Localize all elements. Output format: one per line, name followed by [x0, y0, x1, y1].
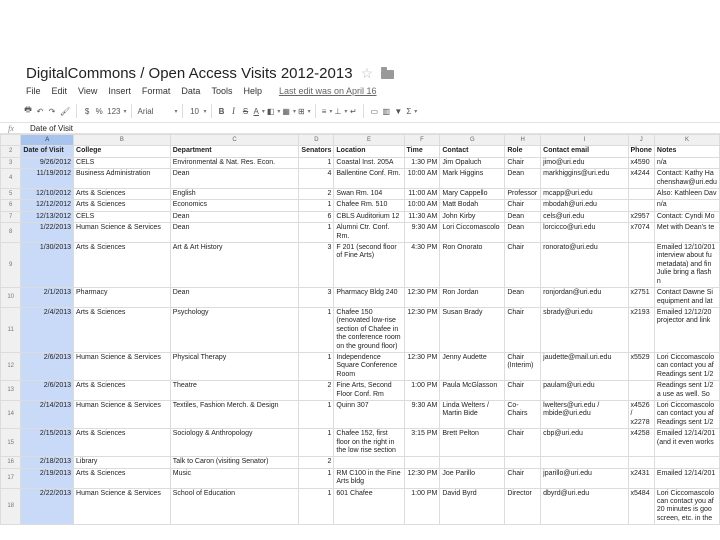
fill-color-icon[interactable]: ◧ ▾: [265, 104, 281, 118]
row-number[interactable]: 15: [1, 429, 21, 457]
header-cell[interactable]: Time: [404, 146, 440, 157]
cell[interactable]: English: [170, 189, 299, 200]
table-row: [1, 211, 720, 222]
cell[interactable]: Human Science & Services: [74, 400, 171, 428]
filter-icon[interactable]: ▼: [394, 106, 403, 116]
column-header-f[interactable]: F: [404, 135, 440, 146]
sheet-table: [0, 134, 720, 525]
cell[interactable]: Sociology & Anthropology: [170, 429, 299, 457]
cell[interactable]: 12/12/2012: [21, 200, 74, 211]
cell[interactable]: 2/4/2013: [21, 307, 74, 352]
cell[interactable]: cels@uri.edu: [541, 211, 628, 222]
cell[interactable]: 12:30 PM: [404, 468, 440, 488]
header-row: [1, 146, 720, 157]
row-number[interactable]: 14: [1, 400, 21, 428]
cell[interactable]: 2/15/2013: [21, 429, 74, 457]
cell[interactable]: School of Education: [170, 488, 299, 525]
cell[interactable]: 4:30 PM: [404, 243, 440, 288]
insert-chart-icon[interactable]: ▥: [382, 106, 391, 116]
cell[interactable]: Arts & Sciences: [74, 307, 171, 352]
cell[interactable]: Fine Arts, Second Floor Conf. Rm: [334, 381, 404, 401]
cell[interactable]: Chair: [505, 381, 541, 401]
cell[interactable]: n/a: [654, 157, 719, 168]
row-number[interactable]: 17: [1, 468, 21, 488]
cell[interactable]: Physical Therapy: [170, 352, 299, 380]
cell[interactable]: Lori Ciccomascolo: [440, 223, 505, 243]
last-edit-link[interactable]: Last edit was on April 16: [278, 86, 377, 96]
cell[interactable]: markhiggins@uri.edu: [541, 169, 628, 189]
cell[interactable]: 1/30/2013: [21, 243, 74, 288]
cell[interactable]: x5529: [628, 352, 654, 380]
star-icon[interactable]: ☆: [360, 64, 374, 81]
cell[interactable]: Ron Jordan: [440, 288, 505, 308]
cell[interactable]: Talk to Caron (visiting Senator): [170, 457, 299, 468]
cell[interactable]: sbrady@uri.edu: [541, 307, 628, 352]
row-number[interactable]: 2: [1, 146, 21, 157]
cell[interactable]: CBLS Auditorium 12: [334, 211, 404, 222]
paint-format-icon[interactable]: 🖌: [60, 106, 71, 116]
header-cell[interactable]: Notes: [654, 146, 719, 157]
cell[interactable]: ronjordan@uri.edu: [541, 288, 628, 308]
vertical-align-icon[interactable]: ⊥ ▾: [332, 104, 347, 118]
font-family-dropdown[interactable]: Arial ▾: [136, 104, 178, 118]
cell[interactable]: [628, 381, 654, 401]
cell[interactable]: x4244: [628, 169, 654, 189]
cell[interactable]: 1: [299, 223, 334, 243]
table-row: [1, 468, 720, 488]
cell[interactable]: [541, 457, 628, 468]
cell[interactable]: Theatre: [170, 381, 299, 401]
cell[interactable]: Chair (Interim): [505, 352, 541, 380]
column-header-d[interactable]: D: [299, 135, 334, 146]
cell[interactable]: Ballentine Conf. Rm.: [334, 169, 404, 189]
cell[interactable]: cbp@uri.edu: [541, 429, 628, 457]
cell[interactable]: [334, 457, 404, 468]
table-row: [1, 457, 720, 468]
cell[interactable]: Coastal Inst. 205A: [334, 157, 404, 168]
cell[interactable]: Emailed 12/10/201 interview about fu metadata) and fin Julie bring a flash n: [654, 243, 719, 288]
redo-icon[interactable]: ↷: [48, 106, 56, 116]
cell[interactable]: 3: [299, 243, 334, 288]
cell[interactable]: x7074: [628, 223, 654, 243]
cell[interactable]: Professor: [505, 189, 541, 200]
cell[interactable]: Music: [170, 468, 299, 488]
formula-bar: [0, 122, 720, 134]
cell[interactable]: [440, 457, 505, 468]
cell[interactable]: 1:00 PM: [404, 381, 440, 401]
cell[interactable]: 2/6/2013: [21, 352, 74, 380]
cell[interactable]: Readings sent 1/2 a use as well. So: [654, 381, 719, 401]
table-row: [1, 381, 720, 401]
menu-view[interactable]: View: [78, 86, 98, 96]
cell[interactable]: 11:00 AM: [404, 189, 440, 200]
cell[interactable]: Human Science & Services: [74, 352, 171, 380]
cell[interactable]: Chair: [505, 200, 541, 211]
table-row: [1, 352, 720, 380]
cell[interactable]: [628, 189, 654, 200]
cell[interactable]: CELS: [74, 211, 171, 222]
cell[interactable]: 1: [299, 307, 334, 352]
cell[interactable]: Chair: [505, 468, 541, 488]
cell[interactable]: Arts & Sciences: [74, 243, 171, 288]
cell[interactable]: [505, 457, 541, 468]
strikethrough-button[interactable]: S: [242, 106, 249, 116]
cell[interactable]: 12:30 PM: [404, 352, 440, 380]
cell[interactable]: Brett Pelton: [440, 429, 505, 457]
cell[interactable]: 1:30 PM: [404, 157, 440, 168]
cell[interactable]: Contact: Cyndi Mo: [654, 211, 719, 222]
cell[interactable]: Dean: [505, 288, 541, 308]
cell[interactable]: Pharmacy Bldg 240: [334, 288, 404, 308]
cell[interactable]: 10:00 AM: [404, 169, 440, 189]
cell[interactable]: lwelters@uri.edu / mbide@uri.edu: [541, 400, 628, 428]
cell[interactable]: 2/6/2013: [21, 381, 74, 401]
header-cell[interactable]: Contact: [440, 146, 505, 157]
cell[interactable]: Co-Chairs: [505, 400, 541, 428]
row-number[interactable]: 10: [1, 288, 21, 308]
cell[interactable]: 3: [299, 288, 334, 308]
column-header-j[interactable]: J: [628, 135, 654, 146]
cell[interactable]: Psychology: [170, 307, 299, 352]
cell[interactable]: Arts & Sciences: [74, 200, 171, 211]
cell[interactable]: Dean: [170, 169, 299, 189]
row-number[interactable]: 18: [1, 488, 21, 525]
borders-icon[interactable]: ▦ ▾: [280, 104, 296, 118]
cell[interactable]: Arts & Sciences: [74, 468, 171, 488]
cell[interactable]: 12:30 PM: [404, 288, 440, 308]
table-row: [1, 288, 720, 308]
column-header-h[interactable]: H: [505, 135, 541, 146]
column-header-g[interactable]: G: [440, 135, 505, 146]
cell[interactable]: jaudette@mail.uri.edu: [541, 352, 628, 380]
cell[interactable]: Contact Dawne Si equipment and lat: [654, 288, 719, 308]
table-row: [1, 189, 720, 200]
cell[interactable]: x4526 / x2278: [628, 400, 654, 428]
functions-button[interactable]: Σ ▾: [404, 104, 417, 118]
column-header-a[interactable]: A: [21, 135, 74, 146]
cell[interactable]: n/a: [654, 200, 719, 211]
number-format-dropdown[interactable]: 123 ▾: [105, 104, 126, 118]
formula-input[interactable]: Date of Visit: [30, 123, 73, 133]
cell[interactable]: 1/22/2013: [21, 223, 74, 243]
menu-file[interactable]: File: [26, 86, 41, 96]
cell[interactable]: 11:30 AM: [404, 211, 440, 222]
cell[interactable]: Human Science & Services: [74, 223, 171, 243]
cell[interactable]: 1: [299, 488, 334, 525]
cell[interactable]: x4590: [628, 157, 654, 168]
cell[interactable]: 2/1/2013: [21, 288, 74, 308]
cell[interactable]: Environmental & Nat. Res. Econ.: [170, 157, 299, 168]
cell[interactable]: Alumni Ctr. Conf. Rm.: [334, 223, 404, 243]
cell[interactable]: Lori Ciccomascolo can contact you af 20 minutes is goo screen, etc. in the: [654, 488, 719, 525]
cell[interactable]: F 201 (second floor of Fine Arts): [334, 243, 404, 288]
cell[interactable]: Chair: [505, 243, 541, 288]
currency-button[interactable]: $: [84, 106, 90, 116]
table-row: [1, 200, 720, 211]
toolbar-divider: [211, 104, 212, 118]
cell[interactable]: Lori Ciccomascolo can contact you af Readings sent 1/2: [654, 400, 719, 428]
cell[interactable]: 2: [299, 457, 334, 468]
column-header-k[interactable]: K: [654, 135, 719, 146]
cell[interactable]: 1: [299, 200, 334, 211]
cell[interactable]: [628, 457, 654, 468]
cell[interactable]: lorcicco@uri.edu: [541, 223, 628, 243]
cell[interactable]: Matt Bodah: [440, 200, 505, 211]
cell[interactable]: Dean: [170, 223, 299, 243]
cell[interactable]: Quinn 307: [334, 400, 404, 428]
cell[interactable]: Emailed 12/14/201 (and it even works: [654, 429, 719, 457]
cell[interactable]: Arts & Sciences: [74, 189, 171, 200]
table-row: [1, 223, 720, 243]
cell[interactable]: [628, 200, 654, 211]
row-number[interactable]: 8: [1, 223, 21, 243]
column-header-b[interactable]: B: [74, 135, 171, 146]
cell[interactable]: 2/14/2013: [21, 400, 74, 428]
header-cell[interactable]: College: [74, 146, 171, 157]
menu-edit[interactable]: Edit: [51, 86, 68, 96]
cell[interactable]: 10:00 AM: [404, 200, 440, 211]
cell[interactable]: Dean: [505, 169, 541, 189]
row-number[interactable]: 7: [1, 211, 21, 222]
menu-help[interactable]: Help: [243, 86, 262, 96]
cell[interactable]: 601 Chafee: [334, 488, 404, 525]
row-number[interactable]: 6: [1, 200, 21, 211]
cell[interactable]: 9/26/2012: [21, 157, 74, 168]
toolbar-divider: [76, 104, 77, 118]
cell[interactable]: 2: [299, 189, 334, 200]
cell[interactable]: Met with Dean's te: [654, 223, 719, 243]
header-cell[interactable]: Contact email: [541, 146, 628, 157]
cell[interactable]: Arts & Sciences: [74, 381, 171, 401]
table-row: [1, 157, 720, 168]
header-cell[interactable]: Senators: [299, 146, 334, 157]
header-cell[interactable]: Role: [505, 146, 541, 157]
fx-label: fx: [8, 123, 14, 133]
row-number[interactable]: 16: [1, 457, 21, 468]
cell[interactable]: Chair: [505, 429, 541, 457]
cell[interactable]: Linda Welters / Martin Bide: [440, 400, 505, 428]
cell[interactable]: 1:00 PM: [404, 488, 440, 525]
cell[interactable]: Independence Square Conference Room: [334, 352, 404, 380]
cell[interactable]: Chafee Rm. 510: [334, 200, 404, 211]
cell[interactable]: David Byrd: [440, 488, 505, 525]
cell[interactable]: Emailed 12/14/201: [654, 468, 719, 488]
cell[interactable]: Dean: [170, 288, 299, 308]
folder-icon[interactable]: [381, 70, 394, 79]
cell[interactable]: Chafee 152, first floor on the right in the low rise section: [334, 429, 404, 457]
cell[interactable]: Pharmacy: [74, 288, 171, 308]
cell[interactable]: Dean: [170, 211, 299, 222]
italic-button[interactable]: I: [232, 106, 236, 116]
toolbar: [22, 102, 720, 120]
table-row: [1, 169, 720, 189]
cell[interactable]: dbyrd@uri.edu: [541, 488, 628, 525]
percent-button[interactable]: %: [95, 106, 103, 116]
cell[interactable]: Susan Brady: [440, 307, 505, 352]
header-cell[interactable]: Department: [170, 146, 299, 157]
cell[interactable]: 6: [299, 211, 334, 222]
table-row: [1, 243, 720, 288]
cell[interactable]: RM C100 in the Fine Arts bldg: [334, 468, 404, 488]
table-row: [1, 488, 720, 525]
row-number[interactable]: 9: [1, 243, 21, 288]
cell[interactable]: John Kirby: [440, 211, 505, 222]
cell[interactable]: Library: [74, 457, 171, 468]
cell[interactable]: [404, 457, 440, 468]
cell[interactable]: Also: Kathleen Dav: [654, 189, 719, 200]
font-size-dropdown[interactable]: 10 ▾: [187, 104, 207, 118]
undo-icon[interactable]: ↶: [36, 106, 44, 116]
cell[interactable]: 9:30 AM: [404, 223, 440, 243]
merge-cells-icon[interactable]: ⊞ ▾: [296, 104, 311, 118]
cell[interactable]: Human Science & Services: [74, 488, 171, 525]
cell[interactable]: Arts & Sciences: [74, 429, 171, 457]
cell[interactable]: x2957: [628, 211, 654, 222]
cell[interactable]: Textiles, Fashion Merch. & Design: [170, 400, 299, 428]
row-number[interactable]: 3: [1, 157, 21, 168]
toolbar-divider: [315, 104, 316, 118]
cell[interactable]: x2751: [628, 288, 654, 308]
insert-comment-icon[interactable]: ▭: [370, 106, 379, 116]
cell[interactable]: Dean: [505, 223, 541, 243]
cell[interactable]: 12:30 PM: [404, 307, 440, 352]
column-header-row: [1, 135, 720, 146]
row-number[interactable]: 13: [1, 381, 21, 401]
column-header-e[interactable]: E: [334, 135, 404, 146]
cell[interactable]: x5484: [628, 488, 654, 525]
cell[interactable]: ronorato@uri.edu: [541, 243, 628, 288]
cell[interactable]: 11/19/2012: [21, 169, 74, 189]
cell[interactable]: Lori Ciccomascolo can contact you af Readings sent 1/2: [654, 352, 719, 380]
cell[interactable]: mbodah@uri.edu: [541, 200, 628, 211]
cell[interactable]: 1: [299, 157, 334, 168]
menu-data[interactable]: Data: [181, 86, 201, 96]
title-bar: [26, 62, 394, 84]
cell[interactable]: Ron Onorato: [440, 243, 505, 288]
cell[interactable]: x4258: [628, 429, 654, 457]
cell[interactable]: Art & Art History: [170, 243, 299, 288]
cell[interactable]: Mary Cappello: [440, 189, 505, 200]
cell[interactable]: 3:15 PM: [404, 429, 440, 457]
table-row: [1, 400, 720, 428]
cell[interactable]: 2/22/2013: [21, 488, 74, 525]
cell[interactable]: 1: [299, 400, 334, 428]
cell[interactable]: Chair: [505, 157, 541, 168]
cell[interactable]: x2193: [628, 307, 654, 352]
select-all-corner[interactable]: [1, 135, 21, 146]
cell[interactable]: Business Administration: [74, 169, 171, 189]
cell[interactable]: Contact: Kathy Ha chenshaw@uri.edu: [654, 169, 719, 189]
cell[interactable]: Mark Higgins: [440, 169, 505, 189]
align-left-icon[interactable]: ≡ ▾: [320, 104, 333, 118]
menu-insert[interactable]: Insert: [108, 86, 131, 96]
cell[interactable]: 4: [299, 169, 334, 189]
cell[interactable]: mcapp@uri.edu: [541, 189, 628, 200]
spreadsheet-grid: [0, 134, 720, 540]
toolbar-divider: [182, 104, 183, 118]
column-header-i[interactable]: I: [541, 135, 628, 146]
header-cell[interactable]: Phone: [628, 146, 654, 157]
cell[interactable]: Jenny Audette: [440, 352, 505, 380]
bold-button[interactable]: B: [218, 106, 225, 116]
cell[interactable]: Joe Parillo: [440, 468, 505, 488]
cell[interactable]: Chafee 150 (renovated low-rise section of Chafee in the conference room on the ground floor): [334, 307, 404, 352]
cell[interactable]: 2/18/2013: [21, 457, 74, 468]
cell[interactable]: [654, 457, 719, 468]
cell[interactable]: 1: [299, 352, 334, 380]
row-number[interactable]: 5: [1, 189, 21, 200]
cell[interactable]: CELS: [74, 157, 171, 168]
toolbar-divider: [363, 104, 364, 118]
document-title[interactable]: DigitalCommons / Open Access Visits 2012-2013: [26, 64, 353, 82]
cell[interactable]: paulam@uri.edu: [541, 381, 628, 401]
table-row: [1, 429, 720, 457]
row-number[interactable]: 12: [1, 352, 21, 380]
cell[interactable]: Paula McGlasson: [440, 381, 505, 401]
cell[interactable]: jimo@uri.edu: [541, 157, 628, 168]
cell[interactable]: 2: [299, 381, 334, 401]
header-cell[interactable]: Date of Visit: [21, 146, 74, 157]
column-header-c[interactable]: C: [170, 135, 299, 146]
cell[interactable]: 9:30 AM: [404, 400, 440, 428]
cell[interactable]: Dean: [505, 211, 541, 222]
cell[interactable]: jparillo@uri.edu: [541, 468, 628, 488]
cell[interactable]: 12/10/2012: [21, 189, 74, 200]
cell[interactable]: Emailed 12/12/20 projector and link: [654, 307, 719, 352]
text-color-button[interactable]: A ▾: [252, 104, 265, 118]
header-cell[interactable]: Location: [334, 146, 404, 157]
cell[interactable]: x2431: [628, 468, 654, 488]
cell[interactable]: 1: [299, 429, 334, 457]
cell[interactable]: Jim Opaluch: [440, 157, 505, 168]
cell[interactable]: 2/19/2013: [21, 468, 74, 488]
cell[interactable]: Swan Rm. 104: [334, 189, 404, 200]
cell[interactable]: Chair: [505, 307, 541, 352]
menu-tools[interactable]: Tools: [211, 86, 233, 96]
menu-format[interactable]: Format: [141, 86, 171, 96]
cell[interactable]: Economics: [170, 200, 299, 211]
table-row: [1, 307, 720, 352]
cell[interactable]: 12/13/2012: [21, 211, 74, 222]
toolbar-divider: [131, 104, 132, 118]
cell[interactable]: [628, 243, 654, 288]
print-icon[interactable]: 🖶: [24, 105, 32, 114]
cell[interactable]: 1: [299, 468, 334, 488]
cell[interactable]: Director: [505, 488, 541, 525]
menu-bar: [26, 84, 388, 98]
row-number[interactable]: 11: [1, 307, 21, 352]
wrap-text-icon[interactable]: ↵: [349, 106, 357, 116]
row-number[interactable]: 4: [1, 169, 21, 189]
